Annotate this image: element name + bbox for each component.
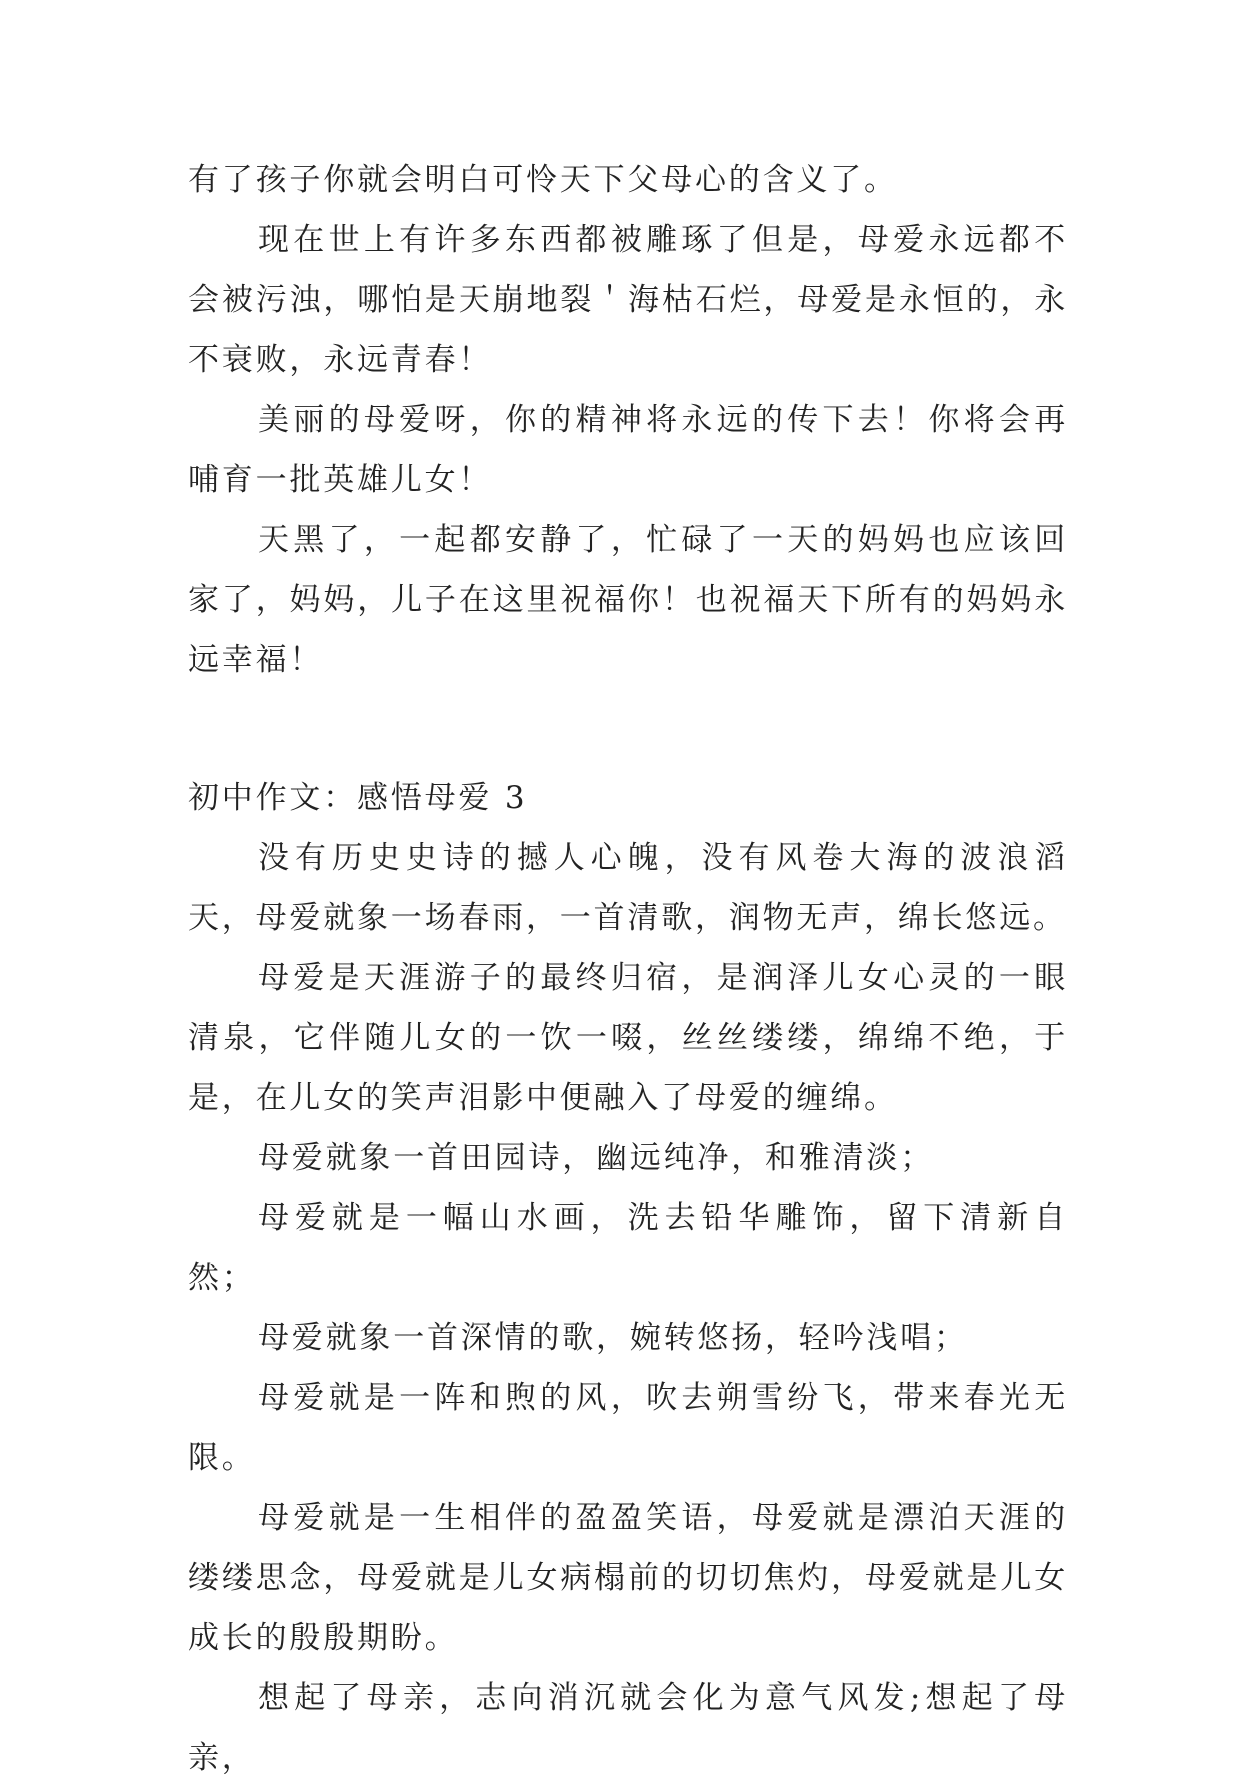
- paragraph-continuation: 有了孩子你就会明白可怜天下父母心的含义了。: [188, 162, 898, 198]
- paragraph: 天黑了，一起都安静了，忙碌了一天的妈妈也应该回家了，妈妈，儿子在这里祝福你！也祝福天下所有的妈妈永远幸福！: [188, 522, 1068, 678]
- paragraph: 母爱就象一首田园诗，幽远纯净，和雅清淡；: [258, 1140, 934, 1176]
- paragraph: 现在世上有许多东西都被雕琢了但是，母爱永远都不会被污浊，哪怕是天崩地裂＇海枯石烂，母爱是永恒的，永不衰败，永远青春！: [188, 222, 1068, 378]
- paragraph: 母爱就象一首深情的歌，婉转悠扬，轻吟浅唱；: [258, 1320, 968, 1356]
- paragraph: 母爱就是一生相伴的盈盈笑语，母爱就是漂泊天涯的缕缕思念，母爱就是儿女病榻前的切切焦灼，母爱就是儿女成长的殷殷期盼。: [188, 1500, 1068, 1656]
- paragraph: 母爱就是一幅山水画，洗去铅华雕饰，留下清新自然；: [188, 1200, 1068, 1296]
- paragraph: 想起了母亲，志向消沉就会化为意气风发;想起了母亲，: [188, 1680, 1068, 1776]
- paragraph: 母爱就是一阵和煦的风，吹去朔雪纷飞，带来春光无限。: [188, 1380, 1068, 1476]
- paragraph: 没有历史史诗的撼人心魄，没有风卷大海的波浪滔天，母爱就象一场春雨，一首清歌，润物无声，绵长悠远。: [188, 840, 1068, 936]
- paragraph: 母爱是天涯游子的最终归宿，是润泽儿女心灵的一眼清泉，它伴随儿女的一饮一啜，丝丝缕缕，绵绵不绝，于是，在儿女的笑声泪影中便融入了母爱的缠绵。: [188, 960, 1068, 1116]
- document-body: [188, 150, 1068, 1788]
- section-title: 初中作文：感悟母爱 3: [188, 780, 528, 816]
- paragraph: 美丽的母爱呀，你的精神将永远的传下去！你将会再哺育一批英雄儿女！: [188, 402, 1068, 498]
